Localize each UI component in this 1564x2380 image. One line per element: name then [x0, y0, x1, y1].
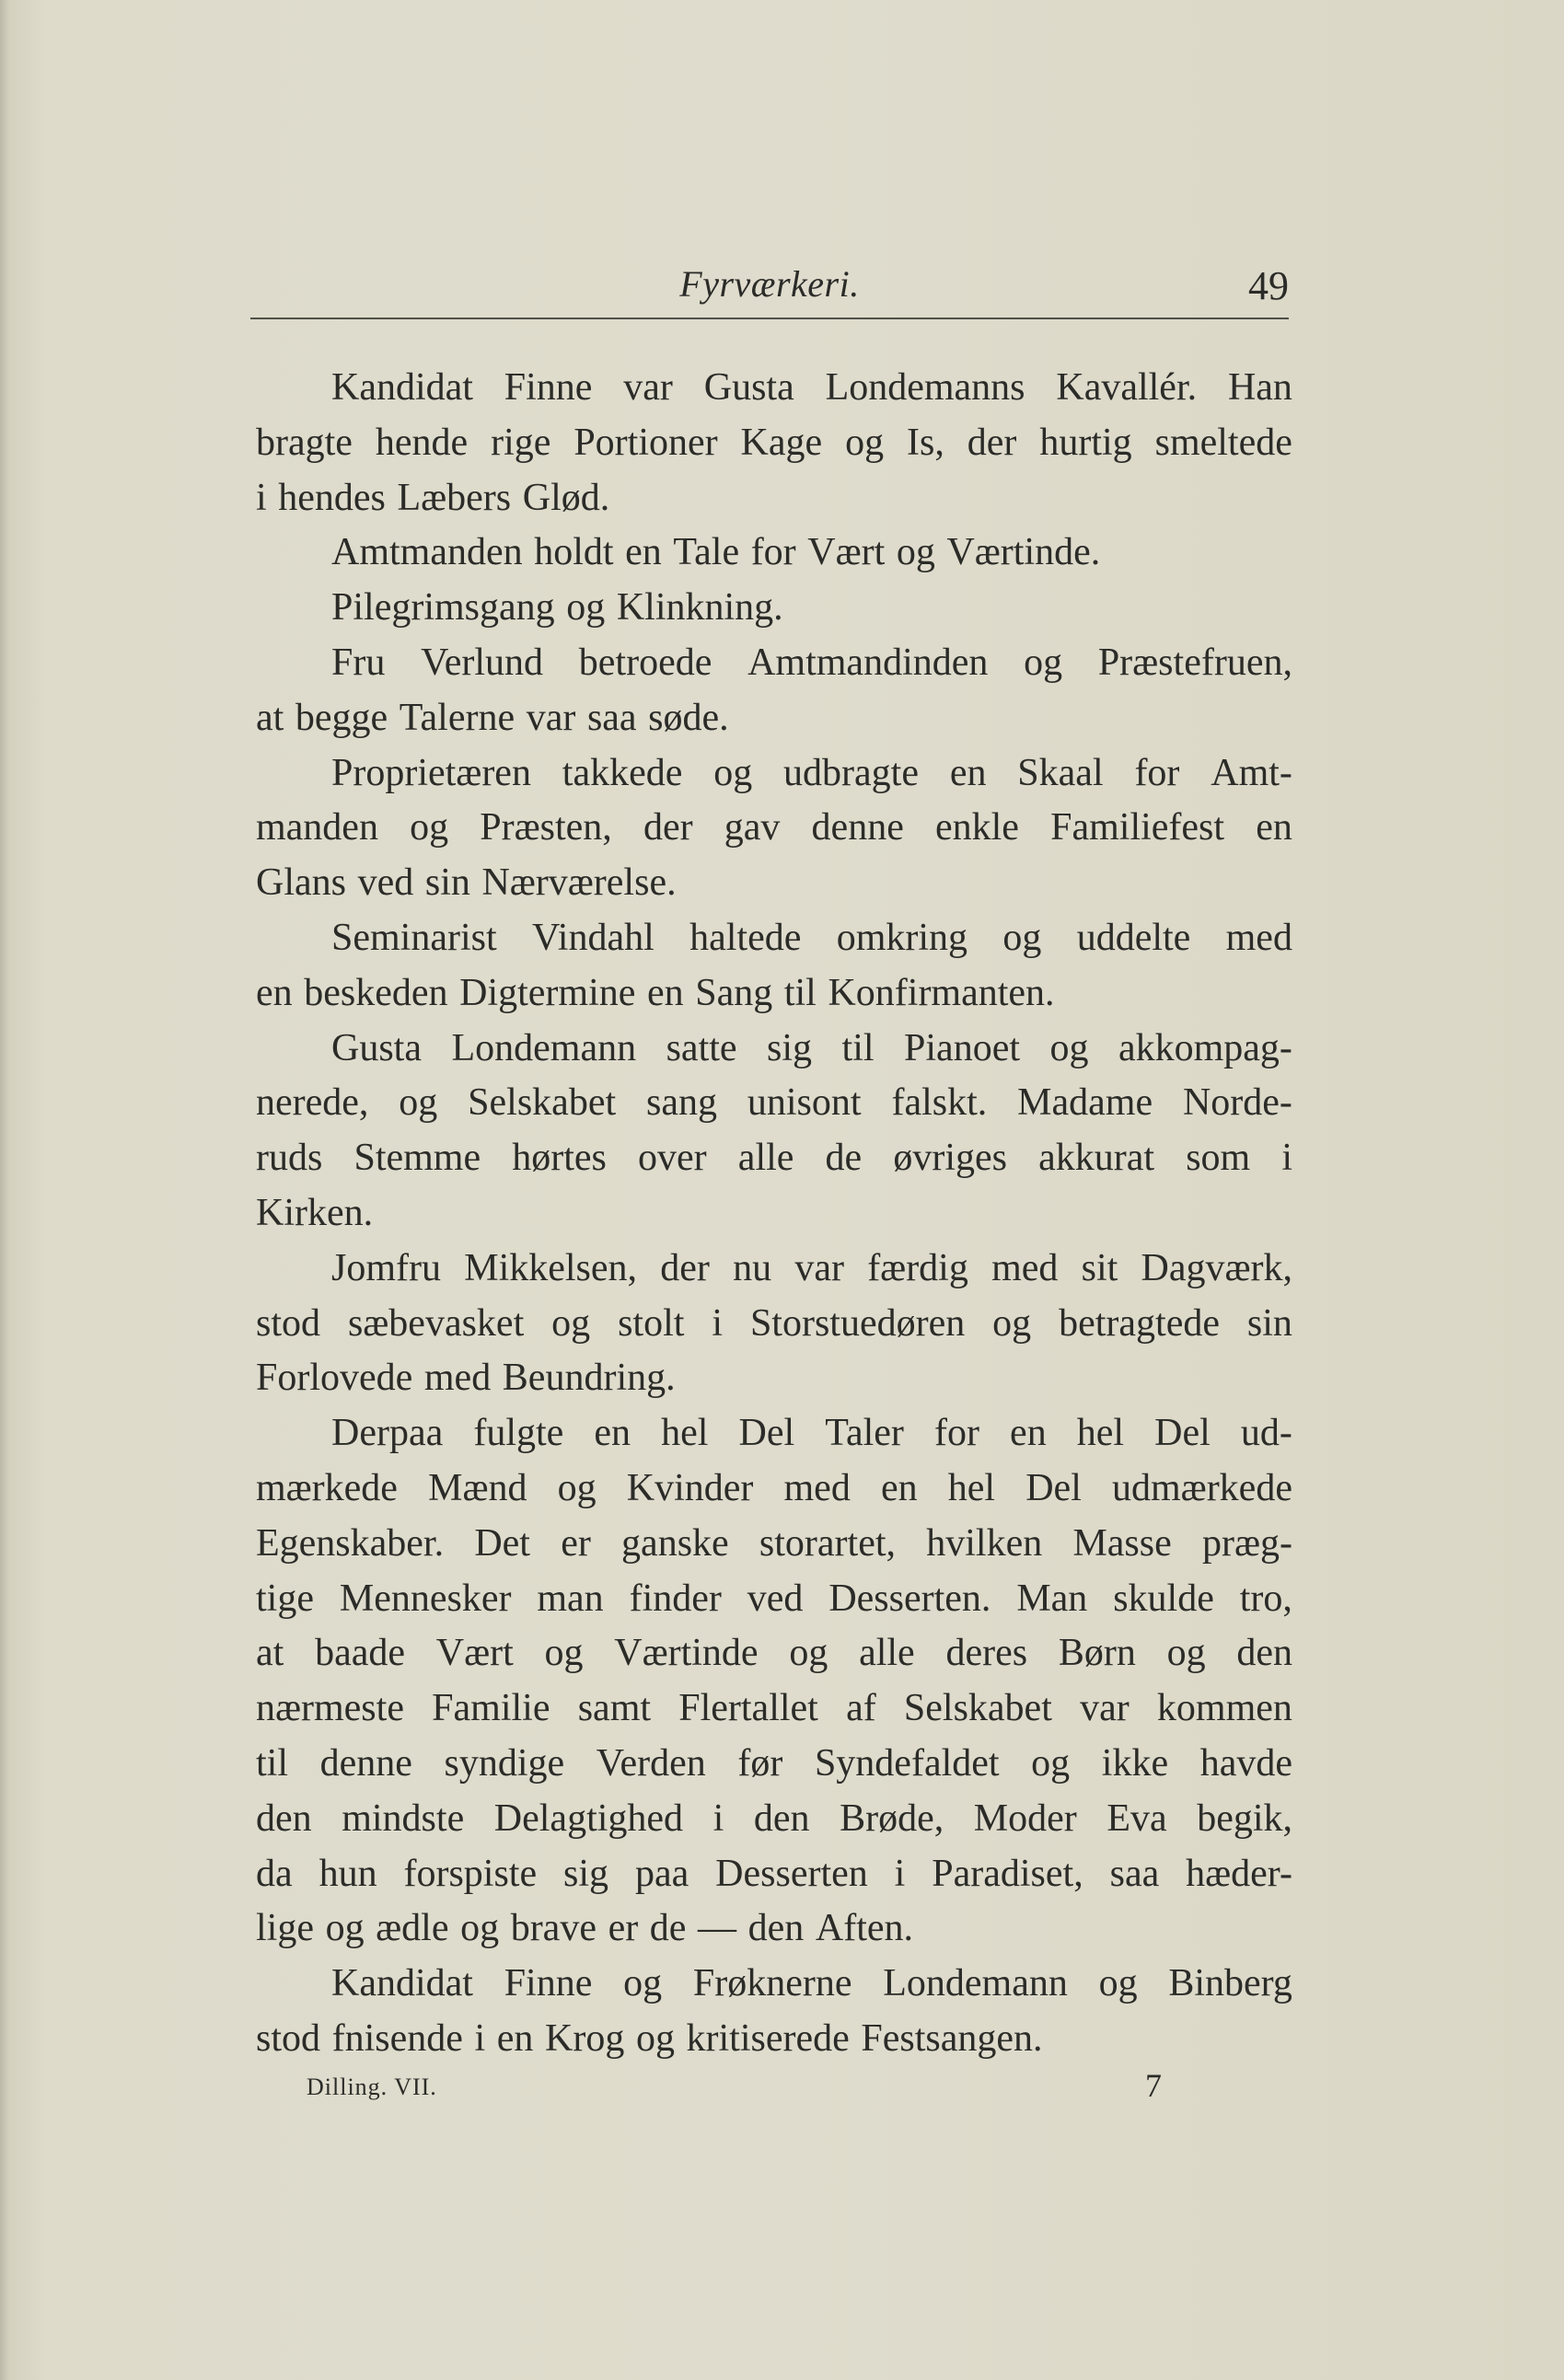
body-text	[256, 361, 1292, 2067]
text-line: mærkede Mænd og Kvinder med en hel Del udmærkede	[256, 1466, 1292, 1509]
text-line: at baade Vært og Værtinde og alle deres Børn og den	[256, 1632, 1292, 1675]
page-edge-shadow	[0, 0, 9, 2380]
chapter-title: Fyrværkeri.	[679, 263, 860, 305]
text-line: tige Mennesker man finder ved Desserten. Man skulde tro,	[256, 1577, 1292, 1620]
text-line: stod fnisende i en Krog og kritiserede Festsangen.	[256, 2016, 1043, 2060]
paragraph	[256, 1022, 1292, 1242]
text-line: Forlovede med Beundring.	[256, 1357, 676, 1400]
text-line: da hun forspiste sig paa Desserten i Paradiset, saa hæder-	[256, 1852, 1292, 1895]
text-line: Fru Verlund betroede Amtmandinden og Præstefruen,	[331, 641, 1292, 684]
text-line: Proprietæren takkede og udbragte en Skaal for Amt-	[331, 751, 1292, 794]
paragraph	[256, 1406, 1292, 1957]
text-line: Kandidat Finne og Frøknerne Londemann og Binberg	[331, 1962, 1292, 2005]
paragraph	[256, 526, 1292, 581]
text-line: ruds Stemme hørtes over alle de øvriges akkurat som i	[256, 1137, 1292, 1180]
text-line: stod sæbevasket og stolt i Storstuedøren og betragtede sin	[256, 1301, 1292, 1345]
text-line: Seminarist Vindahl haltede omkring og uddelte med	[331, 916, 1292, 959]
header-rule	[250, 318, 1289, 319]
paragraph	[256, 746, 1292, 911]
paragraph	[256, 1957, 1292, 2067]
text-line: Amtmanden holdt en Tale for Vært og Værtinde.	[331, 531, 1101, 574]
text-line: nærmeste Familie samt Flertallet af Selskabet var kommen	[256, 1687, 1292, 1730]
page-footer	[307, 2069, 1163, 2106]
text-line: manden og Præsten, der gav denne enkle Familiefest en	[256, 806, 1292, 849]
paragraph	[256, 911, 1292, 1022]
paragraph	[256, 636, 1292, 746]
paragraph	[256, 361, 1292, 526]
printer-signature: Dilling. VII.	[307, 2074, 437, 2100]
text-line: Jomfru Mikkelsen, der nu var færdig med sit Dagværk,	[331, 1246, 1292, 1289]
paragraph	[256, 581, 1292, 636]
text-line: Kandidat Finne var Gusta Londemanns Kavallér. Han	[331, 366, 1292, 409]
text-line: Kirken.	[256, 1191, 374, 1234]
text-line: Egenskaber. Det er ganske storartet, hvilken Masse præg-	[256, 1521, 1292, 1565]
text-line: nerede, og Selskabet sang unisont falskt. Madame Norde-	[256, 1081, 1292, 1125]
text-line: Pilegrimsgang og Klinkning.	[331, 586, 783, 630]
running-head	[250, 261, 1289, 326]
text-line: bragte hende rige Portioner Kage og Is, der hurtig smeltede	[256, 421, 1292, 464]
text-line: en beskeden Digtermine en Sang til Konfirmanten.	[256, 971, 1055, 1014]
text-line: Gusta Londemann satte sig til Pianoet og akkompag-	[331, 1026, 1292, 1069]
text-line: til denne syndige Verden før Syndefaldet og ikke havde	[256, 1741, 1292, 1785]
text-line: i hendes Læbers Glød.	[256, 476, 610, 519]
text-line: lige og ædle og brave er de — den Aften.	[256, 1907, 914, 1950]
text-line: den mindste Delagtighed i den Brøde, Moder Eva begik,	[256, 1797, 1292, 1840]
page-number: 49	[1248, 263, 1289, 308]
paragraph	[256, 1242, 1292, 1406]
text-line: Glans ved sin Nærværelse.	[256, 861, 677, 905]
text-line: Derpaa fulgte en hel Del Taler for en hel Del ud-	[331, 1412, 1292, 1455]
sheet-number: 7	[1145, 2067, 1163, 2104]
text-line: at begge Talerne var saa søde.	[256, 696, 729, 739]
